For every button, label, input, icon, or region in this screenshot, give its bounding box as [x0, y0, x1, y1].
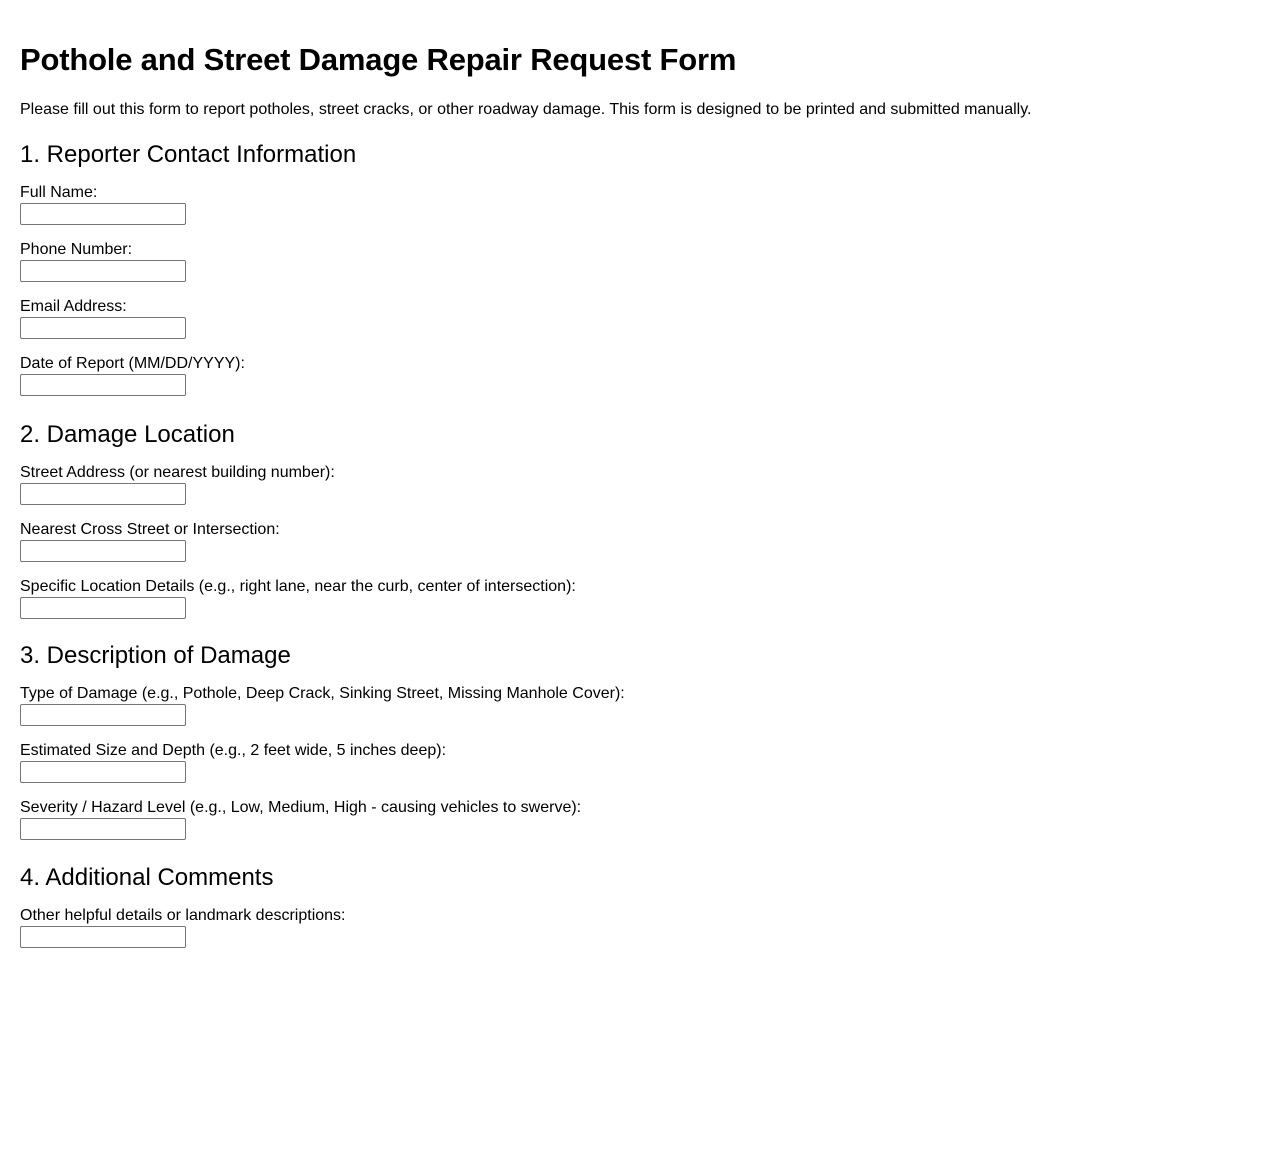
severity-field [20, 798, 1242, 840]
section-heading-contact: 1. Reporter Contact Information [20, 141, 357, 168]
damage-type-label: Type of Damage (e.g., Pothole, Deep Crack, Sinking Street, Missing Manhole Cover): [20, 685, 625, 702]
full-name-input[interactable] [20, 203, 186, 225]
damage-type-field [20, 684, 1242, 726]
street-address-label: Street Address (or nearest building number): [20, 464, 335, 481]
report-date-label: Date of Report (MM/DD/YYYY): [20, 355, 245, 372]
form-instructions: Please fill out this form to report potholes, street cracks, or other roadway damage. This form is designed to be printed and submitted manually. [20, 101, 1032, 118]
report-date-input[interactable] [20, 374, 186, 396]
size-depth-field [20, 741, 1242, 783]
additional-comments-label: Other helpful details or landmark descriptions: [20, 907, 346, 924]
full-name-label: Full Name: [20, 184, 98, 201]
email-address-field [20, 297, 1242, 339]
phone-number-field [20, 240, 1242, 282]
severity-label: Severity / Hazard Level (e.g., Low, Medium, High - causing vehicles to swerve): [20, 799, 582, 816]
location-details-input[interactable] [20, 597, 186, 619]
additional-comments-field [20, 906, 1242, 948]
email-address-input[interactable] [20, 317, 186, 339]
additional-comments-input[interactable] [20, 926, 186, 948]
report-date-field [20, 354, 1242, 396]
severity-input[interactable] [20, 818, 186, 840]
phone-number-input[interactable] [20, 260, 186, 282]
page-title: Pothole and Street Damage Repair Request Form [20, 42, 737, 77]
section-heading-description: 3. Description of Damage [20, 642, 291, 669]
email-address-label: Email Address: [20, 298, 127, 315]
cross-street-input[interactable] [20, 540, 186, 562]
size-depth-label: Estimated Size and Depth (e.g., 2 feet wide, 5 inches deep): [20, 742, 447, 759]
damage-type-input[interactable] [20, 704, 186, 726]
form-page [0, 42, 1262, 948]
street-address-field [20, 463, 1242, 505]
full-name-field [20, 183, 1242, 225]
cross-street-field [20, 520, 1242, 562]
cross-street-label: Nearest Cross Street or Intersection: [20, 521, 280, 538]
street-address-input[interactable] [20, 483, 186, 505]
location-details-field [20, 577, 1242, 619]
phone-number-label: Phone Number: [20, 241, 133, 258]
size-depth-input[interactable] [20, 761, 186, 783]
section-heading-location: 2. Damage Location [20, 421, 235, 448]
location-details-label: Specific Location Details (e.g., right lane, near the curb, center of intersection): [20, 578, 576, 595]
section-heading-comments: 4. Additional Comments [20, 864, 274, 891]
